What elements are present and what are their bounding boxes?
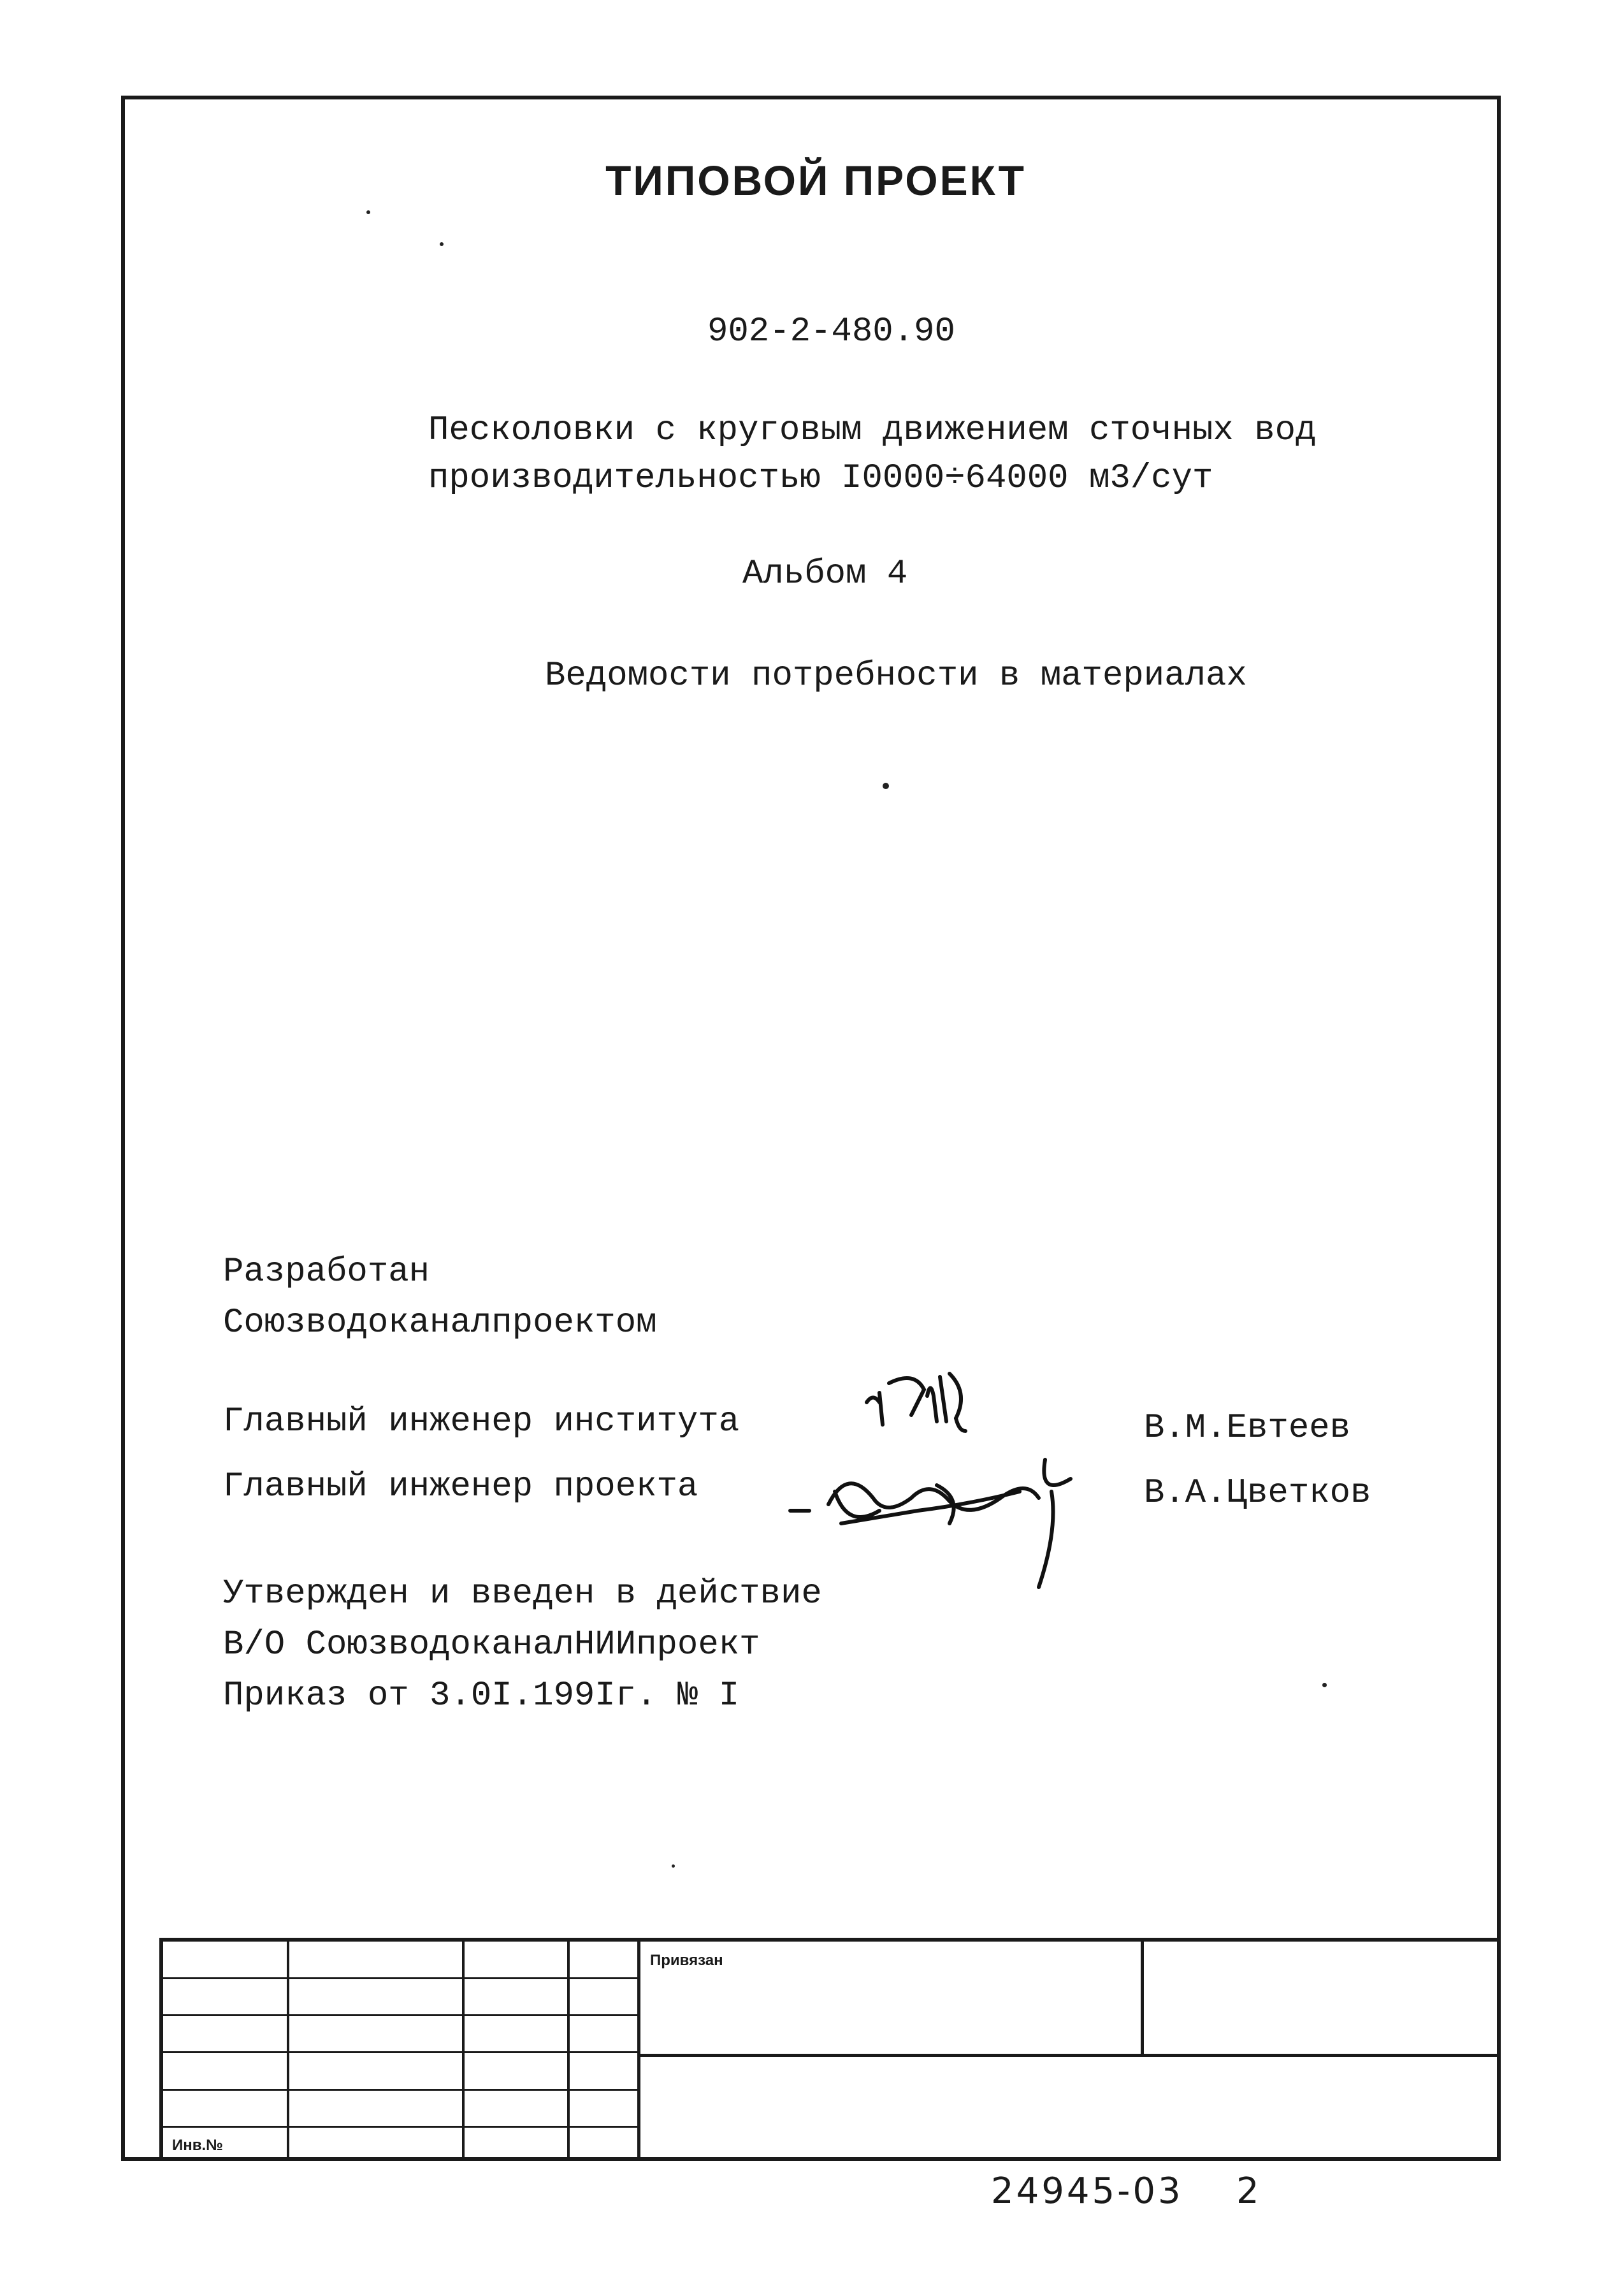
scan-speck — [366, 210, 370, 214]
approval-line-2: В/О СоюзводоканалНИИпроект — [223, 1625, 760, 1664]
album-title: Ведомости потребности в материалах — [545, 657, 1247, 695]
scan-speck — [440, 242, 444, 246]
approval-line-1: Утвержден и введен в действие — [223, 1574, 822, 1613]
doc-title: ТИПОВОЙ ПРОЕКТ — [605, 157, 1026, 204]
signatory-name-2: В.А.Цветков — [1144, 1474, 1371, 1513]
page-frame — [121, 96, 1501, 2161]
developer-label: Разработан — [223, 1253, 430, 1291]
approval-line-3: Приказ от 3.0I.199Iг. № I — [223, 1676, 740, 1715]
scan-speck — [1322, 1683, 1327, 1687]
subject-line-1: Песколовки с круговым движением сточных вод — [428, 411, 1317, 450]
subject-line-2: производительностью I0000÷64000 м3/сут — [428, 459, 1213, 498]
signature-2 — [777, 1434, 1109, 1594]
album-number: Альбом 4 — [742, 555, 908, 593]
project-number: 902-2-480.90 — [707, 312, 955, 351]
scan-speck — [672, 1864, 675, 1868]
developer-org: Союзводоканалпроектом — [223, 1304, 657, 1342]
privyazan-label: Привязан — [650, 1952, 723, 1969]
signatory-name-1: В.М.Евтеев — [1144, 1409, 1351, 1448]
page-number: 2 — [1236, 2170, 1262, 2212]
sheet-code: 24945-03 — [991, 2170, 1183, 2212]
title-block-stamp — [159, 1938, 1501, 2161]
signatory-role-1: Главный инженер института — [223, 1402, 740, 1441]
scan-speck — [883, 783, 889, 789]
signatory-role-2: Главный инженер проекта — [223, 1467, 698, 1506]
inv-number-label: Инв.№ — [172, 2137, 223, 2154]
